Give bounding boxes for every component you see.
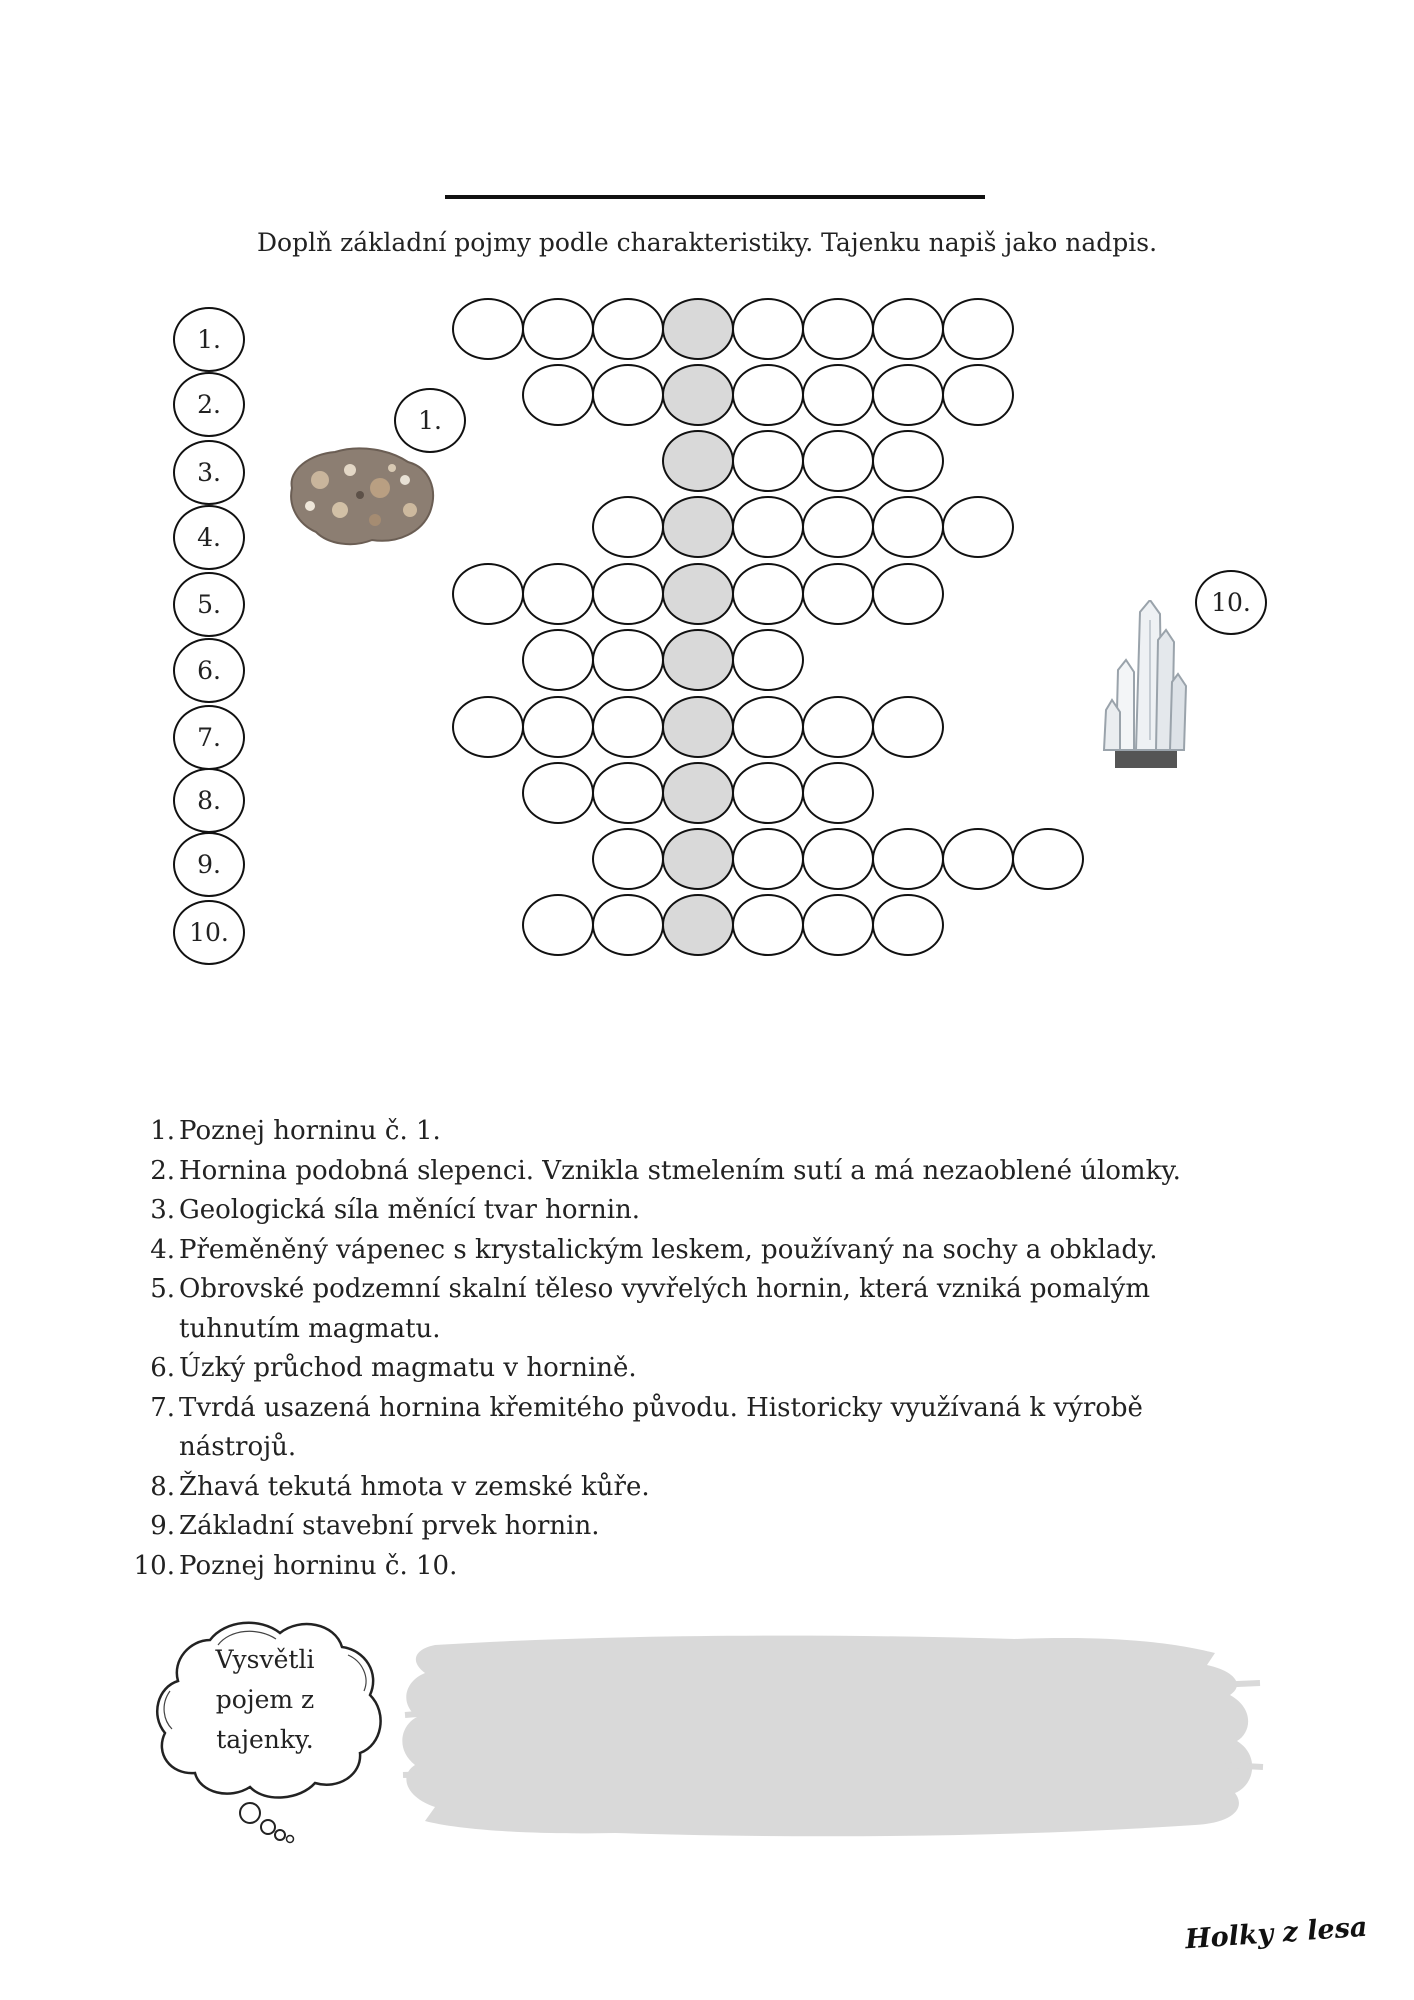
clue-3: 3. Geologická síla měnící tvar hornin. — [150, 1195, 641, 1225]
row-label-9: 9. — [173, 832, 245, 897]
clue-10: 10. Poznej horninu č. 10. — [133, 1550, 458, 1581]
instruction-text: Doplň základní pojmy podle charakteristiky. Tajenku napiš jako nadpis. — [256, 228, 1158, 257]
crossword-cell[interactable] — [1012, 828, 1084, 890]
crossword-cell[interactable] — [522, 696, 594, 758]
crossword-cell[interactable] — [732, 894, 804, 956]
secret-cell[interactable] — [662, 696, 734, 758]
crossword-cell[interactable] — [732, 828, 804, 890]
crossword-cell[interactable] — [802, 298, 874, 360]
crossword-cell[interactable] — [732, 298, 804, 360]
crossword-cell[interactable] — [872, 894, 944, 956]
crossword-cell[interactable] — [802, 563, 874, 625]
crossword-cell[interactable] — [802, 430, 874, 492]
crossword-cell[interactable] — [802, 762, 874, 824]
row-label-3: 3. — [173, 440, 245, 505]
crossword-cell[interactable] — [732, 563, 804, 625]
crossword-cell[interactable] — [872, 496, 944, 558]
row-label-5: 5. — [173, 572, 245, 637]
brand-signature: Holky z lesa — [1184, 1911, 1369, 1956]
crystal-image-label: 10. — [1195, 570, 1267, 635]
crossword-cell[interactable] — [592, 364, 664, 426]
secret-cell[interactable] — [662, 629, 734, 691]
row-label-1: 1. — [173, 307, 245, 372]
crossword-cell[interactable] — [452, 298, 524, 360]
crossword-cell[interactable] — [592, 696, 664, 758]
crossword-cell[interactable] — [592, 496, 664, 558]
crossword-cell[interactable] — [802, 828, 874, 890]
secret-cell[interactable] — [662, 298, 734, 360]
secret-cell[interactable] — [662, 430, 734, 492]
clue-list — [130, 1112, 1250, 1586]
crossword-cell[interactable] — [732, 762, 804, 824]
secret-cell[interactable] — [662, 496, 734, 558]
crystal-image — [1100, 600, 1195, 770]
crossword-cell[interactable] — [732, 496, 804, 558]
crossword-cell[interactable] — [872, 298, 944, 360]
crossword-cell[interactable] — [732, 629, 804, 691]
secret-cell[interactable] — [662, 828, 734, 890]
crossword-cell[interactable] — [592, 828, 664, 890]
crossword-cell[interactable] — [592, 563, 664, 625]
secret-cell[interactable] — [662, 762, 734, 824]
row-label-10: 10. — [173, 900, 245, 965]
row-label-4: 4. — [173, 505, 245, 570]
crossword-cell[interactable] — [522, 762, 594, 824]
title-answer-line[interactable] — [445, 195, 985, 199]
clue-9: 9. Základní stavební prvek hornin. — [150, 1511, 600, 1541]
crossword-cell[interactable] — [872, 563, 944, 625]
clue-1: 1. Poznej horninu č. 1. — [150, 1116, 441, 1146]
crossword-cell[interactable] — [522, 629, 594, 691]
row-label-8: 8. — [173, 768, 245, 833]
crossword-cell[interactable] — [452, 563, 524, 625]
answer-area[interactable] — [395, 1625, 1265, 1850]
crossword-cell[interactable] — [592, 298, 664, 360]
crossword-cell[interactable] — [942, 496, 1014, 558]
rock-image — [280, 440, 440, 550]
secret-cell[interactable] — [662, 894, 734, 956]
crossword-cell[interactable] — [802, 696, 874, 758]
clue-4: 4. Přeměněný vápenec s krystalickým leskem, používaný na sochy a obklady. — [150, 1234, 1158, 1265]
crossword-cell[interactable] — [452, 696, 524, 758]
clue-8: 8. Žhavá tekutá hmota v zemské kůře. — [150, 1471, 650, 1502]
crossword-cell[interactable] — [872, 828, 944, 890]
crossword-cell[interactable] — [872, 696, 944, 758]
cloud-text: Vysvětli pojem z tajenky. — [215, 1645, 315, 1754]
row-label-6: 6. — [173, 638, 245, 703]
crossword-cell[interactable] — [802, 496, 874, 558]
crossword-cell[interactable] — [522, 298, 594, 360]
crossword-cell[interactable] — [872, 364, 944, 426]
crossword-cell[interactable] — [802, 894, 874, 956]
crossword-cell[interactable] — [732, 696, 804, 758]
row-label-7: 7. — [173, 705, 245, 770]
crossword-cell[interactable] — [732, 364, 804, 426]
crossword-cell[interactable] — [522, 563, 594, 625]
crossword-cell[interactable] — [522, 894, 594, 956]
crossword-cell[interactable] — [942, 828, 1014, 890]
crossword-cell[interactable] — [592, 894, 664, 956]
secret-cell[interactable] — [662, 364, 734, 426]
clue-2: 2. Hornina podobná slepenci. Vznikla stmelením sutí a má nezaoblené úlomky. — [150, 1155, 1181, 1186]
clue-7: 7. Tvrdá usazená hornina křemitého původu. Historicky využívaná k výrobě nástrojů. — [150, 1392, 1143, 1462]
crossword-cell[interactable] — [592, 762, 664, 824]
crossword-cell[interactable] — [522, 364, 594, 426]
clue-6: 6. Úzký průchod magmatu v hornině. — [150, 1353, 637, 1383]
crossword-cell[interactable] — [942, 298, 1014, 360]
rock-image-label: 1. — [394, 388, 466, 453]
crossword-cell[interactable] — [872, 430, 944, 492]
crossword-cell[interactable] — [592, 629, 664, 691]
crossword-cell[interactable] — [732, 430, 804, 492]
crossword-cell[interactable] — [802, 364, 874, 426]
clue-5: 5. Obrovské podzemní skalní těleso vyvřelých hornin, která vzniká pomalým tuhnutím magmatu. — [150, 1274, 1151, 1344]
crossword-cell[interactable] — [942, 364, 1014, 426]
secret-cell[interactable] — [662, 563, 734, 625]
row-label-2: 2. — [173, 372, 245, 437]
